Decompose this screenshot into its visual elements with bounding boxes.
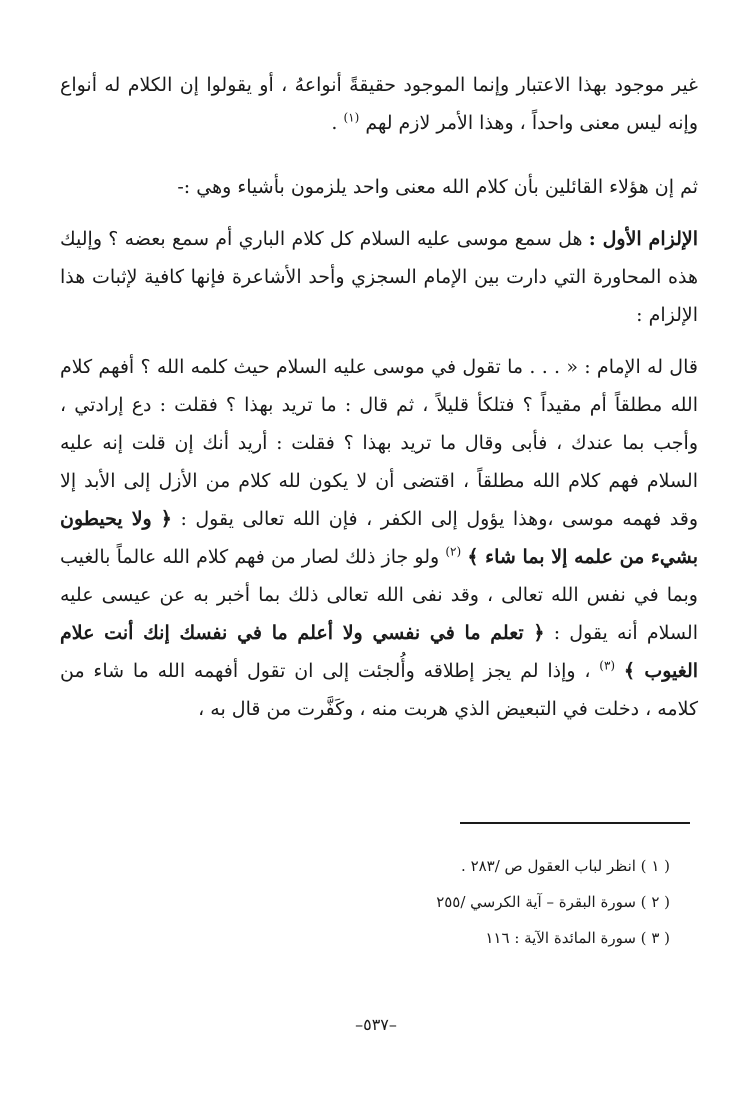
quran-verse-1: ﴿ ولا يحيطون بشيء من علمه إلا بما شاء ﴾ [60,508,699,568]
paragraph-2-text: ثم إن هؤلاء القائلين بأن كلام الله معنى واحد يلزمون بأشياء وهي :- [177,176,698,198]
footnote-2: ( ٢ ) سورة البقرة – آية الكرسي /٢٥٥ [436,893,670,911]
quote-text-c: ، وإذا لم يجز إطلاقه وأُلجئت إلى ان تقول أفهمه الله ما شاء من كلامه ، دخلت في التبعيض الذي هربت منه ، وكَفَّرت من قال به ، [60,660,698,720]
quran-verse-2: ﴿ تعلم ما في نفسي ولا أعلم ما في نفسك إنك أنت علام الغيوب ﴾ [60,622,699,682]
paragraph-1-text: غير موجود بهذا الاعتبار وإنما الموجود حقيقةً أنواعهُ ، أو يقولوا إن الكلام له أنواع وإنه ليس معنى واحداً ، وهذا الأمر لازم لهم [60,74,698,134]
paragraph-4 [60,348,698,728]
footnote-1: ( ١ ) انظر لباب العقول ص /٢٨٣ . [461,857,670,875]
paragraph-1 [60,66,698,142]
main-text [60,60,698,728]
footnote-3: ( ٣ ) سورة المائدة الآية : ١١٦ [485,929,670,947]
paragraph-2 [60,168,698,206]
footnotes [270,848,670,956]
footnote-ref-2: (٢) [445,544,462,559]
quote-text-a: قال له الإمام : « . . . ما تقول في موسى عليه السلام حيث كلمه الله ؟ أفهم كلام الله مطلقاً أم مقيداً ؟ فتلكأ قليلاً ، ثم قال : ما تريد بهذا ؟ فقلت : دع إرادتي ، وأجب بما عندك ، فأبى وقال ما تريد بهذا ؟ فقلت : أريد أنك إن قلت إنه عليه السلام فهم كلام الله مطلقاً ، اقتضى أن لا يكون لله كلام من الأزل إلى الأبد إلا وقد فهمه موسى ،وهذا يؤول إلى الكفر ، فإن الله تعالى يقول : [60,356,698,530]
section-heading: الإلزام الأول : [588,228,698,250]
footnote-divider [460,822,690,824]
footnote-ref-3: (٣) [599,658,616,673]
paragraph-1-end: . [331,112,344,134]
page-number: –٥٣٧– [355,1015,397,1034]
paragraph-3-text: هل سمع موسى عليه السلام كل كلام الباري أم سمع بعضه ؟ وإليك هذه المحاورة التي دارت بين الإمام السجزي وأحد الأشاعرة فإنها كافية لإثبات هذا الإلزام : [60,228,698,326]
footnote-ref-1: (١) [343,110,360,125]
quote-text-b: ولو جاز ذلك لصار من فهم كلام الله عالماً بالغيب وبما في نفس الله تعالى ، وقد نفى الله تعالى ذلك بما أخبر به عن عيسى عليه السلام أنه يقول : [60,546,698,644]
paragraph-3 [60,220,698,334]
